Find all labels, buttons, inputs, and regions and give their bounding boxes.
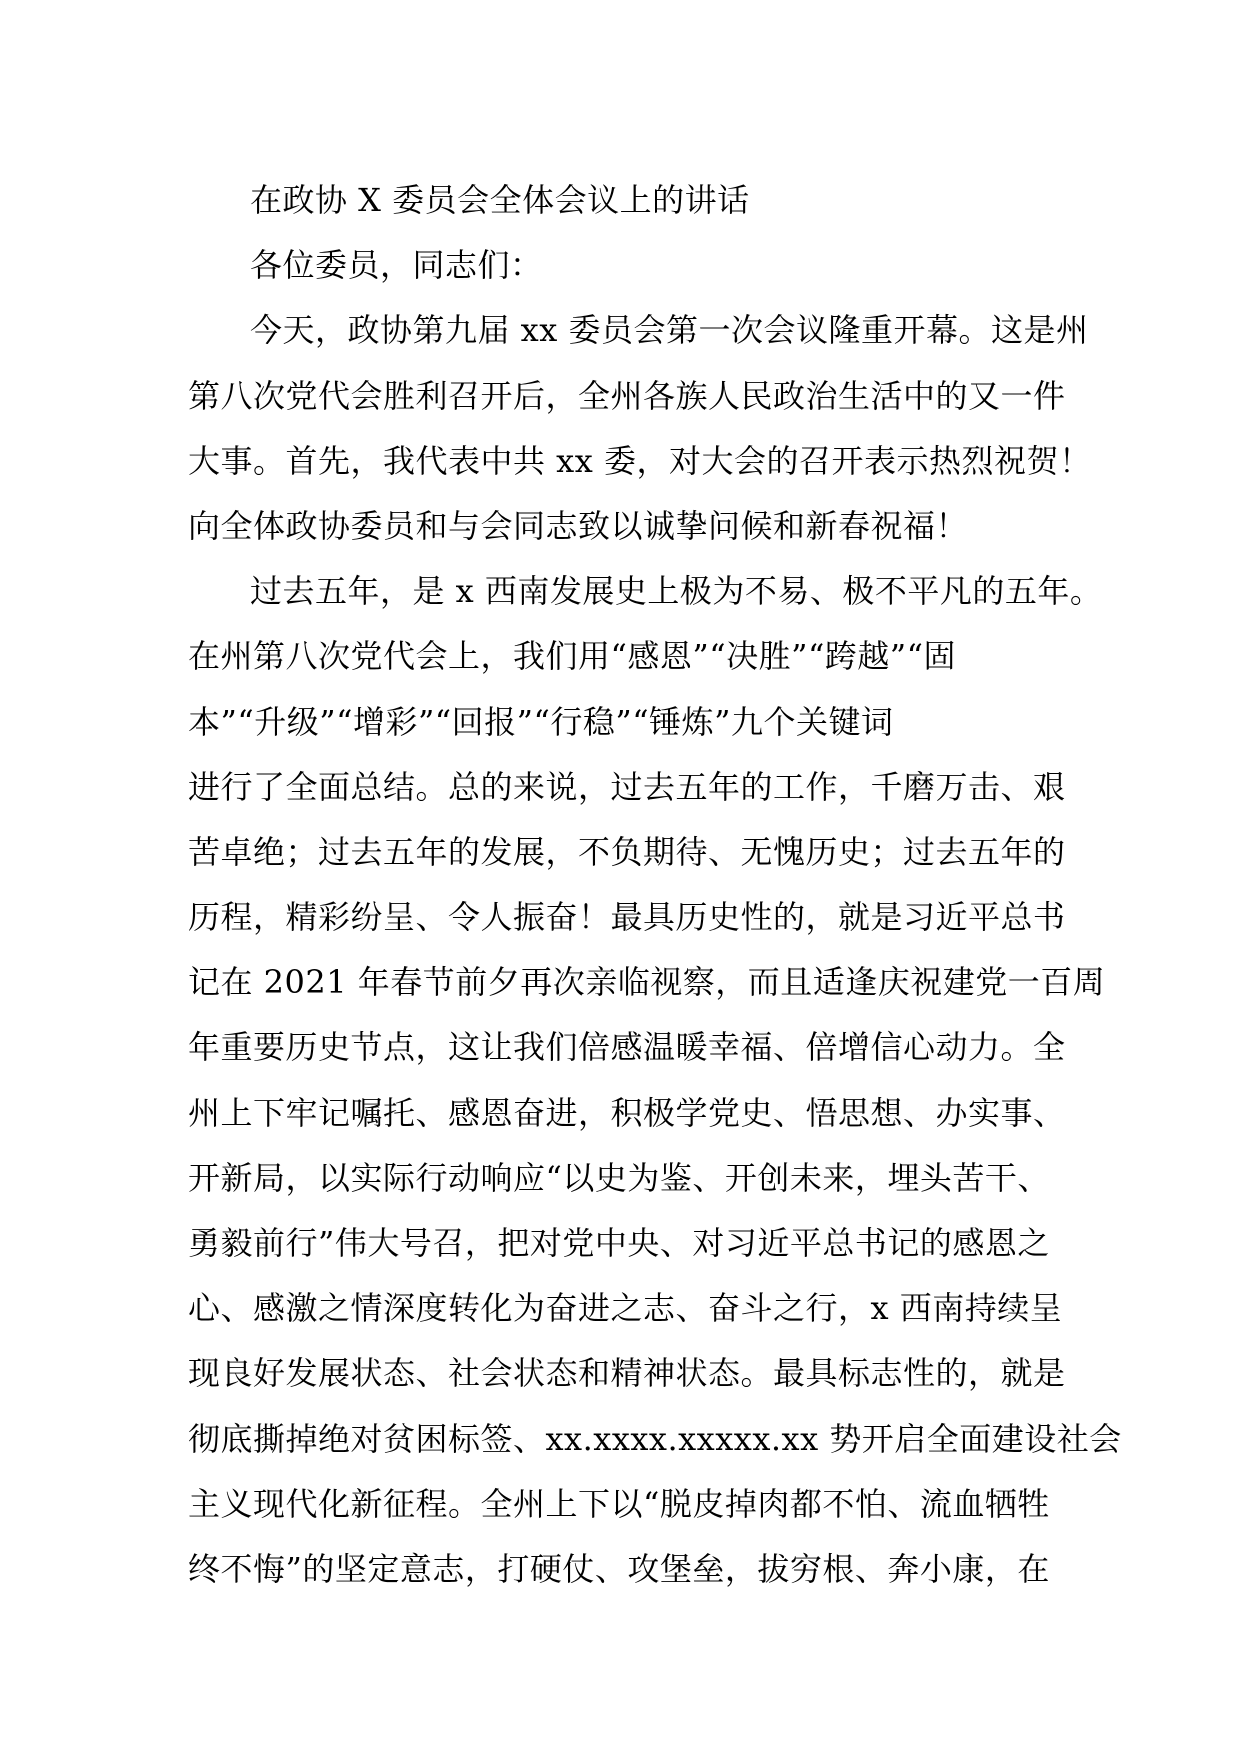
paragraph-line: 第八次党代会胜利召开后，全州各族人民政治生活中的又一件 — [188, 376, 1066, 415]
paragraph-line: 开新局，以实际行动响应“以史为鉴、开创未来，埋头苦干、 — [188, 1158, 1050, 1197]
speech-title: 在政协 X 委员会全体会议上的讲话 — [250, 181, 750, 219]
paragraph-line: 过去五年，是 x 西南发展史上极为不易、极不平凡的五年。 — [250, 572, 1103, 611]
paragraph-line: 主义现代化新征程。全州上下以“脱皮掉肉都不怕、流血牺牲 — [188, 1484, 1050, 1523]
paragraph-line: 苦卓绝；过去五年的发展，不负期待、无愧历史；过去五年的 — [188, 832, 1066, 871]
paragraph-line: 向全体政协委员和与会同志致以诚挚问候和新春祝福！ — [188, 506, 969, 545]
paragraph-line: 终不悔”的坚定意志，打硬仗、攻堡垒，拔穷根、奔小康，在 — [188, 1549, 1050, 1588]
paragraph-line: 在州第八次党代会上，我们用“感恩”“决胜”“跨越”“固 — [188, 637, 957, 676]
paragraph-line: 彻底撕掉绝对贫困标签、xx.xxxx.xxxxx.xx 势开启全面建设社会 — [188, 1419, 1122, 1458]
paragraph-line: 本”“升级”“增彩”“回报”“行稳”“锤炼”九个关键词 — [188, 702, 894, 741]
paragraph-line: 今天，政协第九届 xx 委员会第一次会议隆重开幕。这是州 — [250, 311, 1089, 350]
paragraph-line: 进行了全面总结。总的来说，过去五年的工作，千磨万击、艰 — [188, 767, 1066, 806]
salutation: 各位委员，同志们： — [250, 246, 543, 285]
paragraph-line: 年重要历史节点，这让我们倍感温暖幸福、倍增信心动力。全 — [188, 1028, 1066, 1067]
paragraph-line: 大事。首先，我代表中共 xx 委，对大会的召开表示热烈祝贺！ — [188, 441, 1092, 480]
paragraph-line: 州上下牢记嘱托、感恩奋进，积极学党史、悟思想、办实事、 — [188, 1093, 1066, 1132]
paragraph-line: 勇毅前行”伟大号召，把对党中央、对习近平总书记的感恩之 — [188, 1224, 1050, 1262]
paragraph-line: 现良好发展状态、社会状态和精神状态。最具标志性的，就是 — [188, 1354, 1066, 1393]
paragraph-line: 历程，精彩纷呈、令人振奋！最具历史性的，就是习近平总书 — [188, 898, 1066, 937]
speech-text — [188, 168, 1122, 1602]
paragraph-line: 记在 2021 年春节前夕再次亲临视察，而且适逢庆祝建党一百周 — [188, 963, 1106, 1002]
paragraph-line: 心、感激之情深度转化为奋进之志、奋斗之行，x 西南持续呈 — [188, 1289, 1063, 1328]
